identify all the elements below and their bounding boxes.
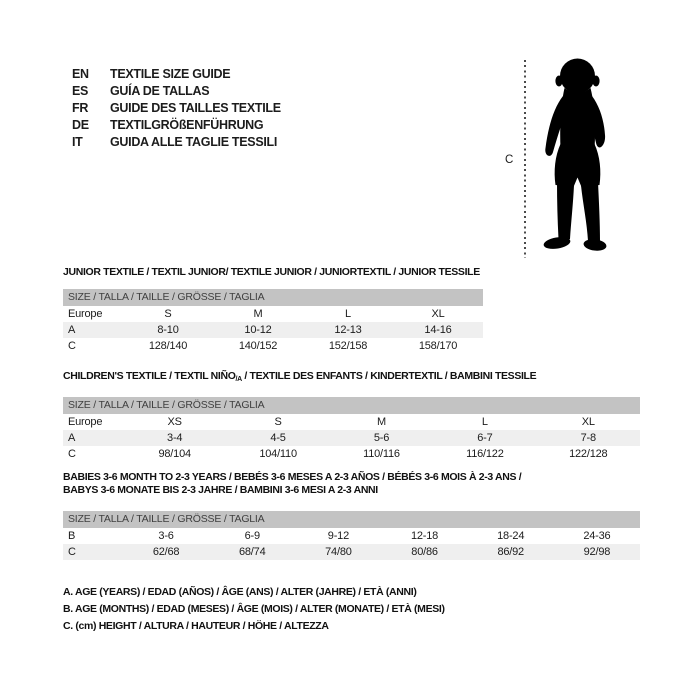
cell-value: 74/80 — [295, 544, 381, 560]
size-header-row — [63, 511, 640, 528]
cell-value: 7-8 — [537, 430, 640, 446]
language-row-fr — [72, 100, 281, 117]
cell-value: 24-36 — [583, 530, 611, 542]
cell-value: 14-16 — [393, 322, 483, 338]
column-header: XS — [167, 416, 182, 428]
language-code: DE — [72, 118, 89, 132]
column-header: M — [376, 416, 386, 428]
children-title-subscript: /A — [235, 376, 242, 383]
cell-value: 86/92 — [468, 544, 554, 560]
language-row-es — [72, 83, 281, 100]
cell-value: 12-18 — [410, 530, 439, 542]
footnote-c: C. (cm) HEIGHT / ALTURA / HAUTEUR / HÖHE / ALTEZZA — [63, 620, 329, 632]
cell-value: 110/116 — [363, 448, 400, 460]
table-row-height — [63, 544, 640, 560]
language-title: TEXTILE SIZE GUIDE — [110, 67, 231, 81]
language-code: FR — [72, 101, 89, 115]
size-header-bar: SIZE / TALLA / TAILLE / GRÖSSE / TAGLIA — [63, 397, 640, 414]
children-section-title — [63, 370, 536, 383]
junior-size-table — [63, 289, 483, 354]
height-dotted-line — [524, 60, 526, 258]
children-title-suffix: / TEXTILE DES ENFANTS / KINDERTEXTIL / BAMBINI TESSILE — [241, 370, 537, 382]
cell-value: 10-12 — [213, 322, 303, 338]
row-label: B — [68, 530, 76, 542]
column-header: L — [345, 308, 351, 320]
cell-value: 98/104 — [158, 448, 191, 460]
column-header: XL — [431, 308, 445, 320]
row-label: C — [63, 544, 123, 560]
toddler-silhouette-icon — [531, 56, 626, 256]
region-label: Europe — [68, 416, 103, 428]
column-header-row — [63, 306, 483, 322]
height-measure-label: C — [505, 154, 514, 166]
column-header: XL — [581, 416, 595, 428]
table-row-height — [63, 446, 640, 462]
cell-value: 8-10 — [123, 322, 213, 338]
babies-title-line2: BABYS 3-6 MONATE BIS 2-3 JAHRE / BAMBINI 3-6 MESI A 2-3 ANNI — [63, 484, 378, 496]
table-row-height — [63, 338, 483, 354]
language-title: GUIDA ALLE TAGLIE TESSILI — [110, 135, 278, 149]
cell-value: 122/128 — [569, 448, 608, 460]
table-row-age-months — [63, 528, 640, 544]
babies-section-title — [63, 471, 603, 497]
cell-value: 3-4 — [123, 430, 226, 446]
children-title-prefix: CHILDREN'S TEXTILE / TEXTIL NIÑO — [63, 370, 236, 382]
cell-value: 12-13 — [303, 322, 393, 338]
cell-value: 158/170 — [418, 340, 458, 352]
column-header: S — [164, 308, 172, 320]
cell-value: 80/86 — [381, 544, 467, 560]
cell-value: 6-7 — [433, 430, 536, 446]
column-header-row — [63, 414, 640, 430]
cell-value: 6-9 — [244, 530, 260, 542]
cell-value: 128/140 — [148, 340, 188, 352]
cell-value: 4-5 — [226, 430, 329, 446]
language-row-it — [72, 134, 281, 151]
language-title: GUIDE DES TAILLES TEXTILE — [110, 101, 281, 115]
column-header: L — [481, 416, 488, 428]
language-row-de — [72, 117, 281, 134]
column-header: S — [274, 416, 282, 428]
row-label: A — [63, 430, 123, 446]
table-row-age — [63, 430, 640, 446]
babies-title-line1: BABIES 3-6 MONTH TO 2-3 YEARS / BEBÉS 3-6 MESES A 2-3 AÑOS / BÉBÉS 3-6 MOIS À 2-3 ANS / — [63, 471, 522, 483]
region-label: Europe — [68, 308, 103, 320]
children-size-table — [63, 397, 640, 462]
column-header: M — [253, 308, 263, 320]
cell-value: 18-24 — [497, 530, 525, 542]
language-code: IT — [72, 135, 83, 149]
language-row-en — [72, 66, 281, 83]
junior-section-title: JUNIOR TEXTILE / TEXTIL JUNIOR/ TEXTILE JUNIOR / JUNIORTEXTIL / JUNIOR TESSILE — [63, 266, 480, 278]
size-header-bar: SIZE / TALLA / TAILLE / GRÖSSE / TAGLIA — [63, 511, 640, 528]
row-label: C — [68, 448, 76, 460]
language-code: EN — [72, 67, 89, 81]
babies-size-table — [63, 511, 640, 560]
cell-value: 152/158 — [328, 340, 368, 352]
size-header-row — [63, 397, 640, 414]
cell-value: 9-12 — [327, 530, 349, 542]
row-label: A — [63, 322, 123, 338]
cell-value: 68/74 — [209, 544, 295, 560]
size-header-row — [63, 289, 483, 306]
language-title: TEXTILGRÖßENFÜHRUNG — [110, 118, 264, 132]
language-title: GUÍA DE TALLAS — [110, 84, 210, 98]
cell-value: 92/98 — [554, 544, 640, 560]
language-list — [72, 66, 281, 151]
table-row-age — [63, 322, 483, 338]
footnotes — [63, 584, 445, 635]
cell-value: 62/68 — [123, 544, 209, 560]
footnote-a: A. AGE (YEARS) / EDAD (AÑOS) / ÂGE (ANS) / ALTER (JAHRE) / ETÀ (ANNI) — [63, 586, 417, 598]
size-header-bar: SIZE / TALLA / TAILLE / GRÖSSE / TAGLIA — [63, 289, 483, 306]
cell-value: 3-6 — [158, 530, 174, 542]
footnote-b: B. AGE (MONTHS) / EDAD (MESES) / ÂGE (MOIS) / ALTER (MONATE) / ETÀ (MESI) — [63, 603, 445, 615]
language-code: ES — [72, 84, 89, 98]
cell-value: 140/152 — [238, 340, 278, 352]
row-label: C — [68, 340, 76, 352]
cell-value: 116/122 — [466, 448, 504, 460]
cell-value: 5-6 — [330, 430, 433, 446]
cell-value: 104/110 — [259, 448, 297, 460]
